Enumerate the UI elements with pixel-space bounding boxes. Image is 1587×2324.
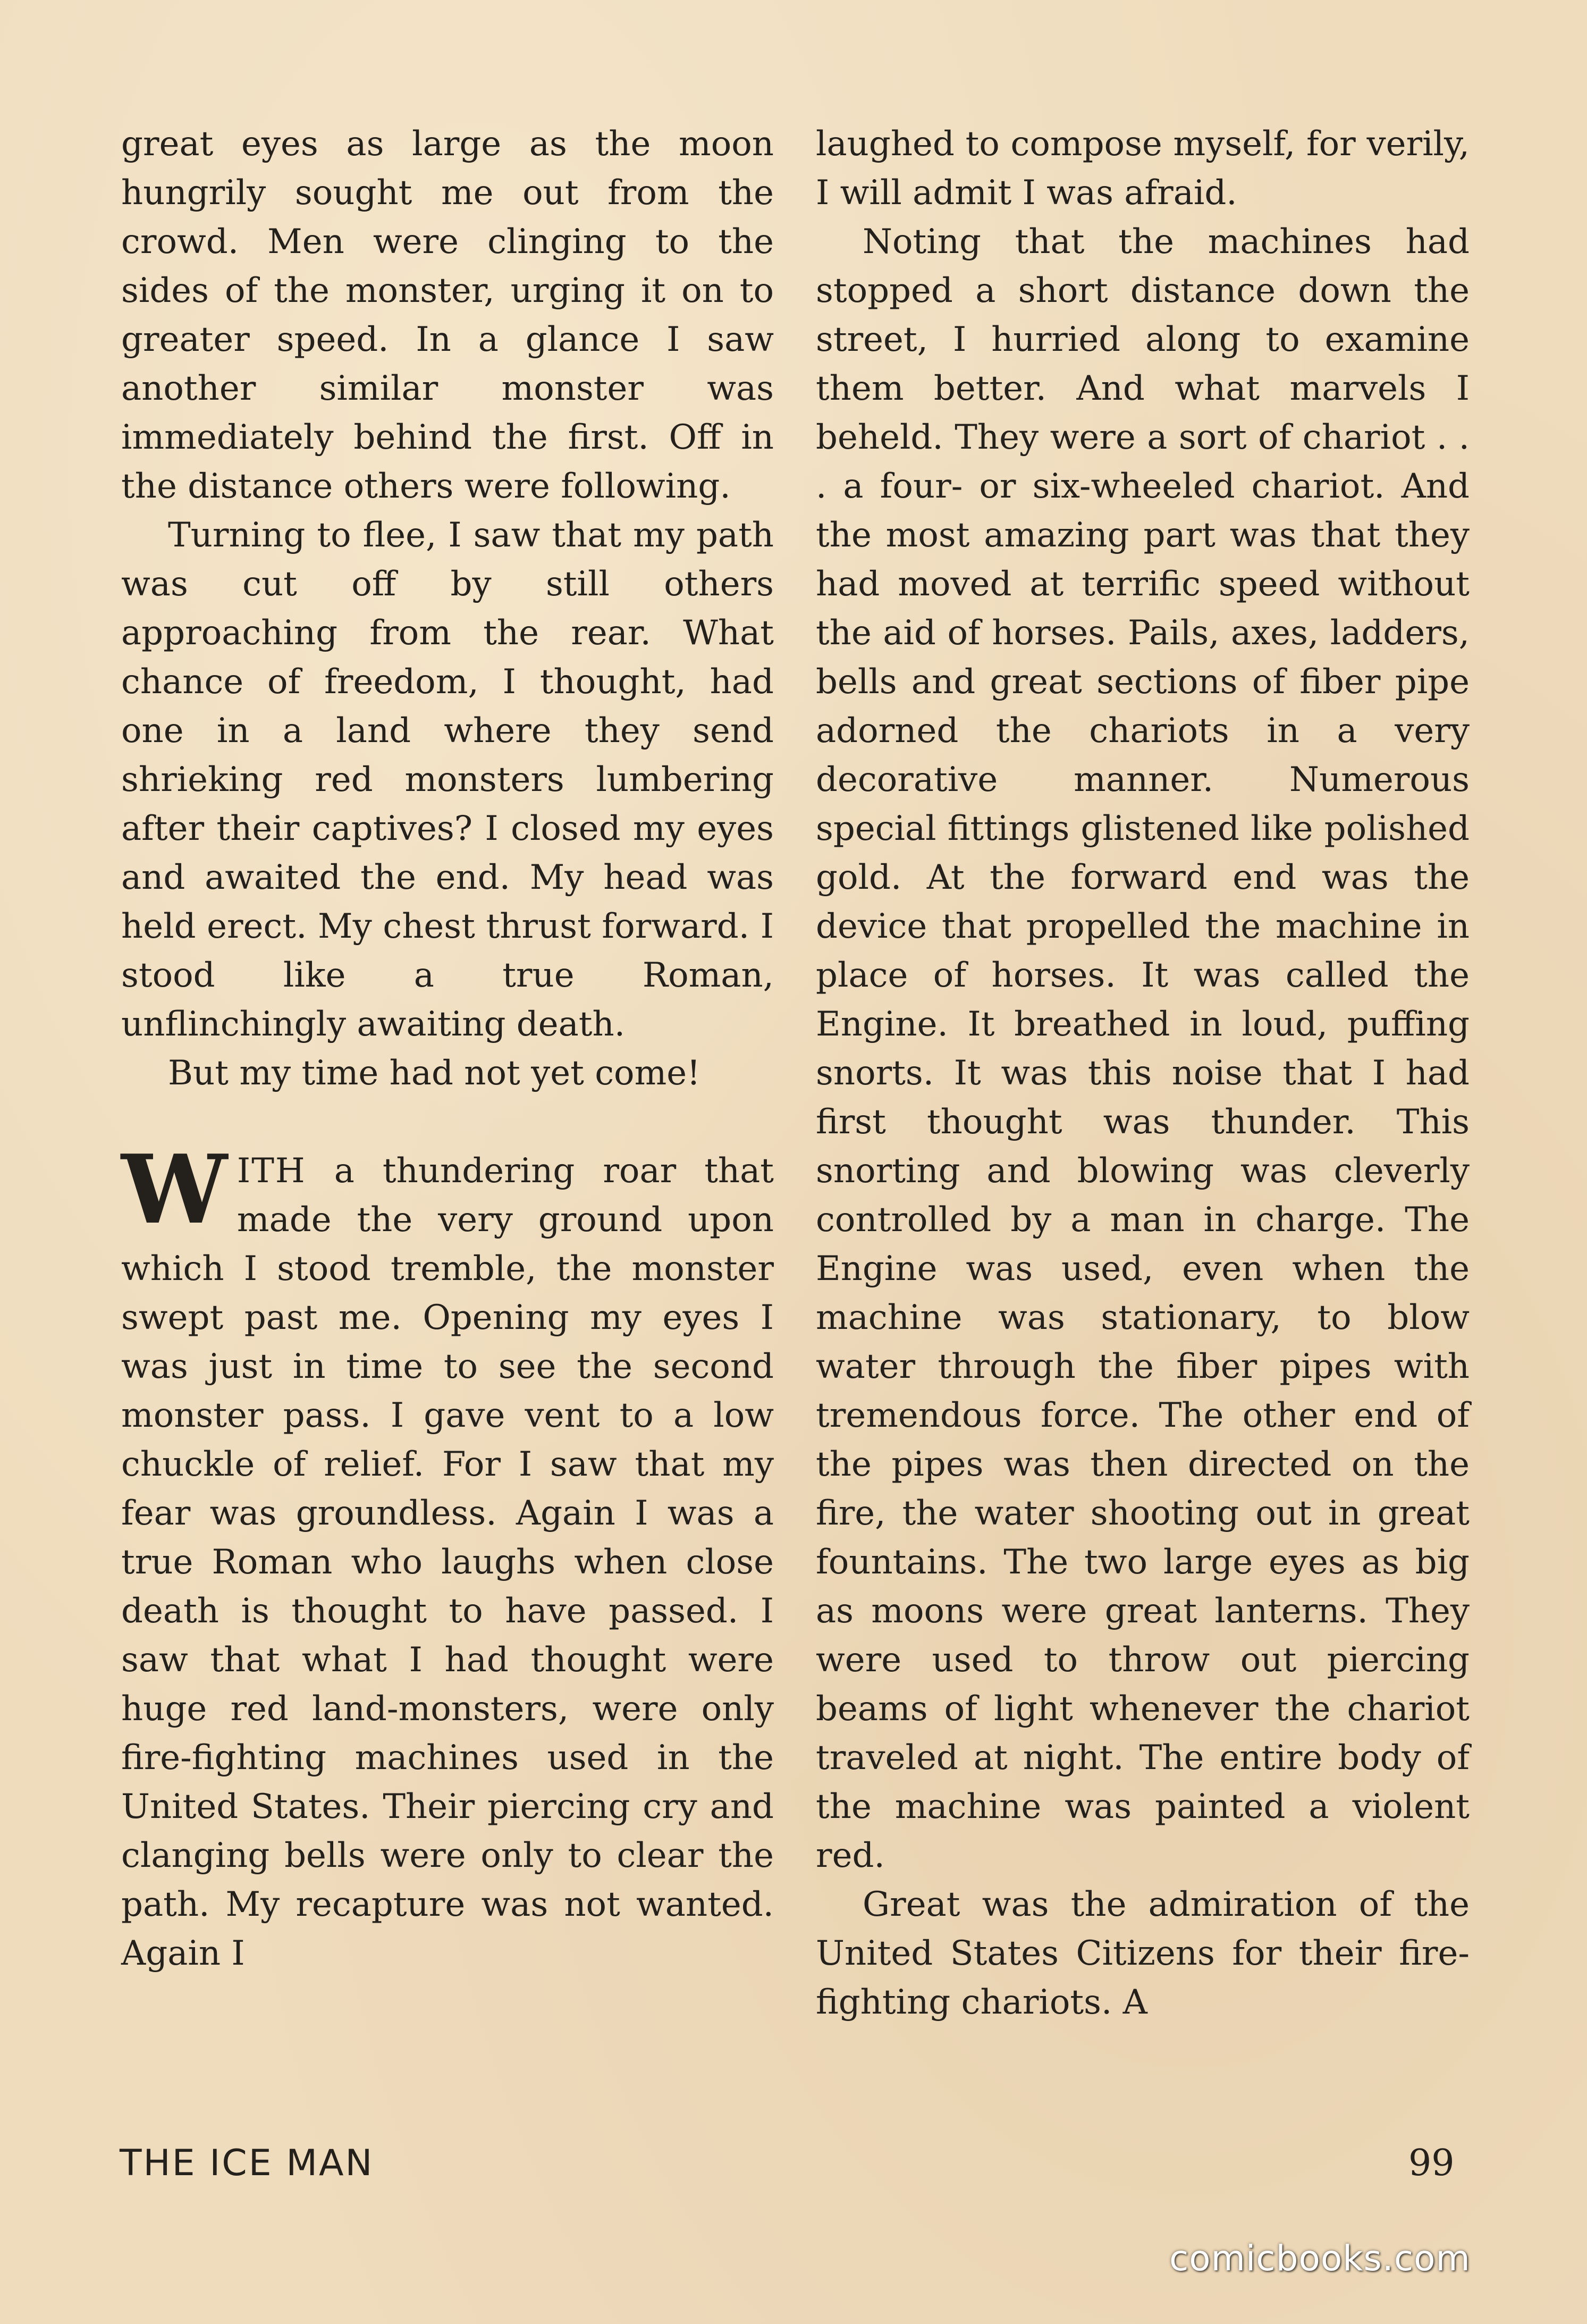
left-paragraph-4-text: a thundering roar that made the very ground upon which I stood tremble, the monster swept past me. Opening my eyes I was just in time to see the second monster pass. I gave vent to a low chuckle of relief. For I saw that my fear was groundless. Again I was a true Roman who laughs when close death is thought to have passed. I saw that what I had thought were huge red land-monsters, were only fire-fighting machines used in the United States. Their piercing cry and clanging bells were only to clear the path. My recapture was not wanted. Again I xyxy=(121,1151,774,1973)
right-paragraph-2: Noting that the machines had stopped a short distance down the street, I hurried along to examine them better. And what marvels I beheld. They were a sort of chariot . . . a four- or six-wheeled chariot. And the most amazing part was that they had moved at terrific speed without the aid of horses. Pails, axes, ladders, bells and great sections of fiber pipe adorned the chariots in a very decorative manner. Numerous special fittings glistened like polished gold. At the forward end was the device that propelled the machine in place of horses. It was called the Engine. It breathed in loud, puffing snorts. It was this noise that I had first thought was thunder. This snorting and blowing was cleverly controlled by a man in charge. The Engine was used, even when the machine was stationary, to blow water through the fiber pipes with tremendous force. The other end of the pipes was then directed on the fire, the water shooting out in great fountains. The two large eyes as big as moons were great lanterns. They were used to throw out piercing beams of light whenever the chariot traveled at night. The entire body of the machine was painted a violent red. xyxy=(816,222,1470,1875)
right-paragraph-3: Great was the admiration of the United States Citizens for their fire-fighting chariots. A xyxy=(816,1885,1470,2022)
left-paragraph-1: great eyes as large as the moon hungrily sought me out from the crowd. Men were clinging to the sides of the monster, urging it on to greater speed. In a glance I saw another similar monster was immediately behind the first. Off in the distance others were following. xyxy=(121,124,774,506)
drop-cap-continuation: ITH xyxy=(237,1151,306,1191)
left-text-column xyxy=(121,120,774,1978)
left-paragraph-2: Turning to flee, I saw that my path was cut off by still others approaching from the rear. What chance of freedom, I thought, had one in a land where they send shrieking red monsters lumbering after their captives? I closed my eyes and awaited the end. My head was held erect. My chest thrust forward. I stood like a true Roman, unflinchingly awaiting death. xyxy=(121,516,774,1044)
drop-cap-letter: W xyxy=(121,1134,227,1245)
right-text-column xyxy=(816,120,1470,2027)
left-paragraph-3: But my time had not yet come! xyxy=(168,1054,700,1093)
right-paragraph-1: laughed to compose myself, for verily, I will admit I was afraid. xyxy=(816,124,1470,213)
page-number: 99 xyxy=(1408,2142,1455,2184)
running-footer-title: THE ICE MAN xyxy=(120,2142,374,2184)
left-paragraph-4 xyxy=(121,1134,774,1978)
watermark-logo: comicbooks.com xyxy=(1169,2238,1471,2279)
